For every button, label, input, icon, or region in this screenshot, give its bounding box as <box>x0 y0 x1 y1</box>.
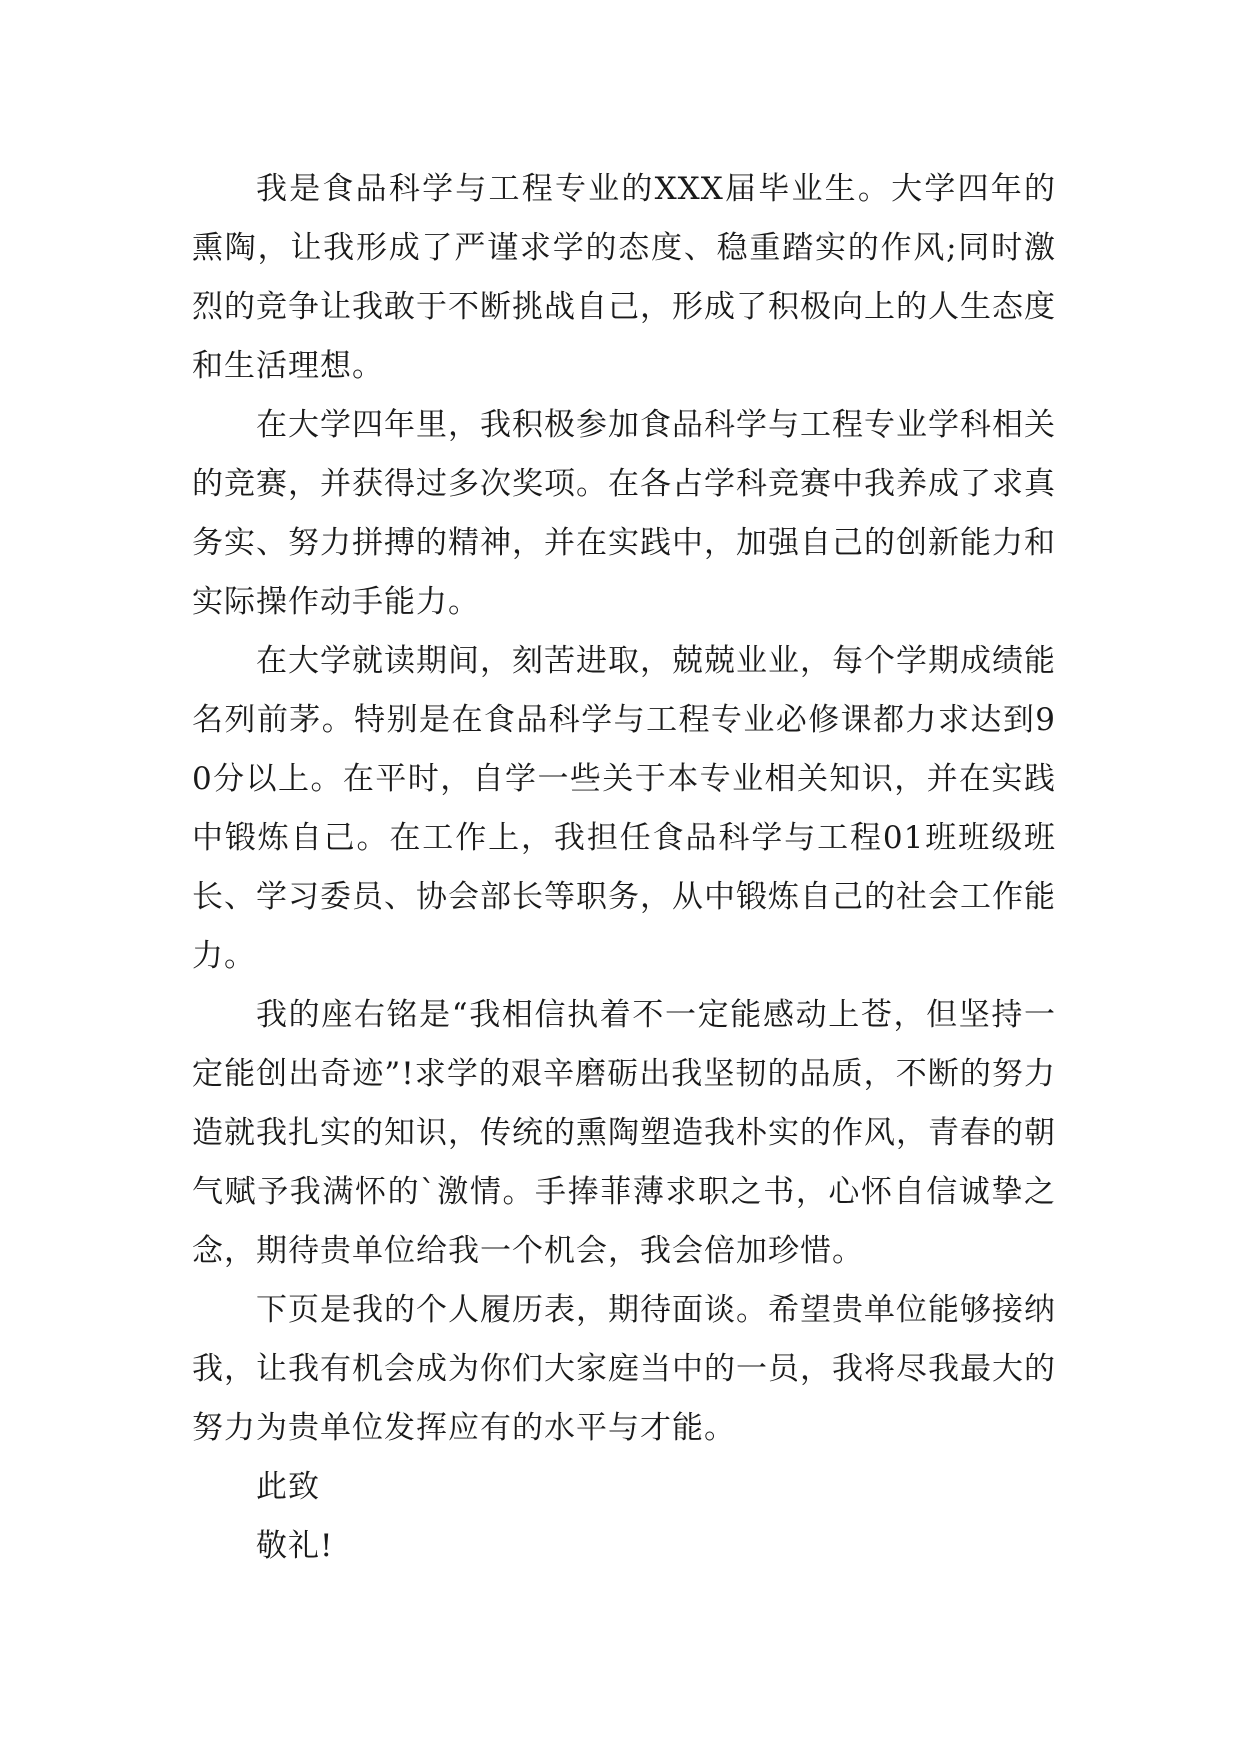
paragraph-intro: 我是食品科学与工程专业的XXX届毕业生。大学四年的熏陶，让我形成了严谨求学的态度、稳重踏实的作风;同时激烈的竞争让我敢于不断挑战自己，形成了积极向上的人生态度和生活理想。 <box>192 171 1056 384</box>
paragraph-request: 下页是我的个人履历表，期待面谈。希望贵单位能够接纳我，让我有机会成为你们大家庭当中的一员，我将尽我最大的努力为贵单位发挥应有的水平与才能。 <box>192 1292 1056 1446</box>
closing-regards: 敬礼! <box>256 1528 334 1564</box>
paragraph-competitions: 在大学四年里，我积极参加食品科学与工程专业学科相关的竞赛，并获得过多次奖项。在各占学科竞赛中我养成了求真务实、努力拼搏的精神，并在实践中，加强自己的创新能力和实际操作动手能力。 <box>192 407 1056 620</box>
closing-salutation: 此致 <box>256 1469 320 1505</box>
paragraph-motto: 我的座右铭是“我相信执着不一定能感动上苍，但坚持一定能创出奇迹”!求学的艰辛磨砺出我坚韧的品质，不断的努力造就我扎实的知识，传统的熏陶塑造我朴实的作风，青春的朝气赋予我满怀的`激情。手捧菲薄求职之书，心怀自信诚挚之念，期待贵单位给我一个机会，我会倍加珍惜。 <box>192 997 1056 1269</box>
paragraph-studies: 在大学就读期间，刻苦进取，兢兢业业，每个学期成绩能名列前茅。特别是在食品科学与工程专业必修课都力求达到90分以上。在平时，自学一些关于本专业相关知识，并在实践中锻炼自己。在工作上，我担任食品科学与工程01班班级班长、学习委员、协会部长等职务，从中锻炼自己的社会工作能力。 <box>192 643 1056 974</box>
letter-body <box>192 160 1056 1576</box>
